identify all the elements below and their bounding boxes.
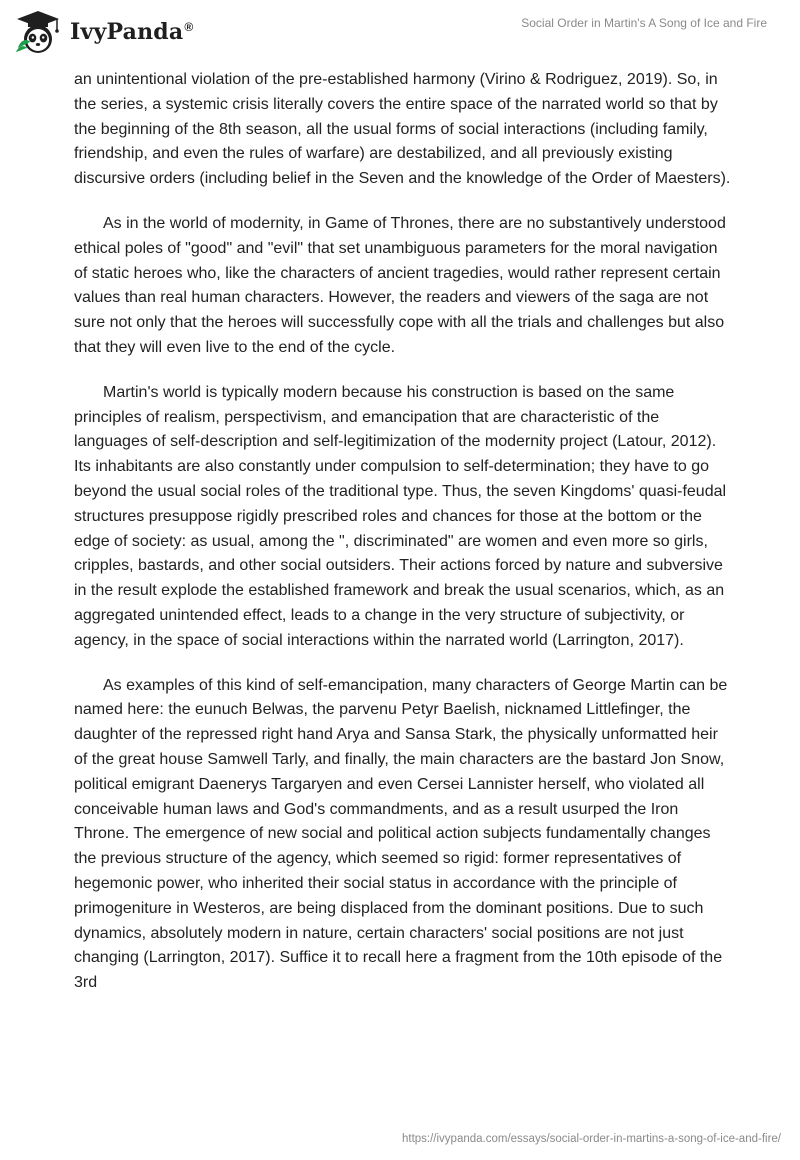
- page-header: [0, 0, 800, 66]
- ivypanda-logo[interactable]: [14, 8, 193, 56]
- paragraph-1: an unintentional violation of the pre-established harmony (Virino & Rodriguez, 2019). So, in the series, a systemic crisis literally covers the entire space of the narrated world so that by the beginning of the 8th season, all the usual forms of social interactions (including family, friendship, and even the rules of warfare) are destabilized, and all previously existing discursive orders (including belief in the Seven and the knowledge of the Order of Maesters).: [74, 71, 731, 188]
- document-title: Social Order in Martin's A Song of Ice and Fire: [521, 16, 767, 30]
- paragraph-2: As in the world of modernity, in Game of Thrones, there are no substantively understood ethical poles of "good" and "evil" that set unambiguous parameters for the moral navigation of static heroes who, like the characters of ancient tragedies, would rather represent certain values than real human characters. However, the readers and viewers of the saga are not sure not only that the heroes will successfully cope with all the trials and challenges but also that they will even live to the end of the cycle.: [74, 214, 726, 356]
- registered-mark: ®: [184, 19, 194, 34]
- paragraph-4: As examples of this kind of self-emancipation, many characters of George Martin can be named here: the eunuch Belwas, the parvenu Petyr Baelish, nicknamed Littlefinger, the daughter of the repressed right hand Arya and Sansa Stark, the physically unformatted heir of the great house Samwell Tarly, and finally, the main characters are the bastard Jon Snow, political emigrant Daenerys Targaryen and even Cersei Lannister herself, who violated all conceivable human laws and God's commandments, and as a result usurped the Iron Throne. The emergence of new social and political action subjects fundamentally changes the previous structure of the agency, which seemed so rigid: former representatives of hegemonic power, who inherited their social status in accordance with the principle of primogeniture in Westeros, are being displaced from the dominant positions. Due to such dynamics, absolutely modern in nature, certain characters' social positions are not just changing (Larrington, 2017). Suffice it to recall here a fragment from the 10th episode of the 3rd: [74, 676, 728, 992]
- source-url[interactable]: https://ivypanda.com/essays/social-order-in-martins-a-song-of-ice-and-fire/: [401, 1133, 781, 1145]
- logo-text: IvyPanda®: [70, 19, 194, 45]
- panda-graduate-icon: [14, 8, 62, 56]
- paragraph-3: Martin's world is typically modern because his construction is based on the same principles of realism, perspectivism, and emancipation that are characteristic of the languages of self-description and self-legitimization of the modernity project (Latour, 2012). Its inhabitants are also constantly under compulsion to self-determination; they have to go beyond the usual social roles of the traditional type. Thus, the seven Kingdoms' quasi-feudal structures presuppose rigidly prescribed roles and chances for those at the bottom or the edge of society: as usual, among the ", discriminated" are women and even more so girls, cripples, bastards, and other social outsiders. Their actions forced by nature and subversive in the result explode the established framework and break the usual scenarios, which, as an aggregated unintended effect, leads to a change in the very structure of subjectivity, or agency, in the space of social interactions within the narrated world (Larrington, 2017).: [74, 383, 727, 649]
- essay-body: [74, 68, 734, 1016]
